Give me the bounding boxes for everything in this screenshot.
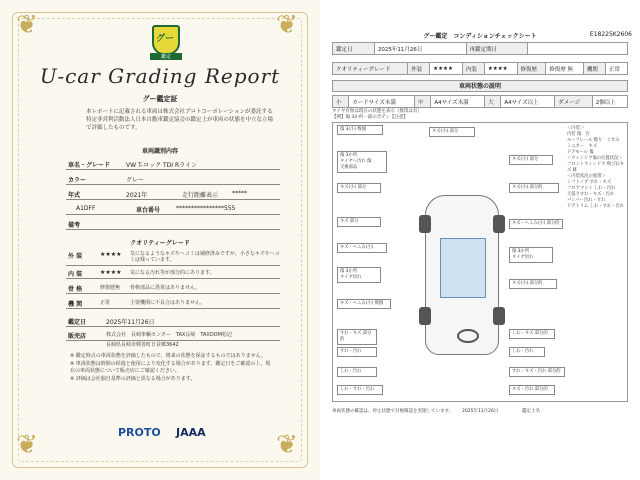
- model-value: VW T-ロック TDI Rライン: [126, 162, 197, 169]
- frame-value: 修復歴無: [100, 285, 121, 291]
- color-row: [66, 172, 280, 185]
- damage-box: キズ(小) 部分的: [509, 279, 557, 289]
- report-subtitle: グー鑑定証: [142, 95, 178, 103]
- bottom-note: [332, 408, 628, 414]
- repair-value: 修復歴 無: [546, 63, 584, 75]
- grade-table: [332, 62, 628, 75]
- badge-sub: 鑑定: [150, 53, 182, 60]
- damage-box: キズ・へこみ(小) 数個: [337, 299, 391, 309]
- corner-ornament-icon: ❦: [276, 430, 298, 460]
- frame-note: 骨格部品に異常はありません。: [130, 285, 201, 291]
- size-legend-table: [332, 95, 628, 108]
- mechanism-row: [66, 296, 280, 309]
- corner-ornament-icon: ❦: [16, 430, 38, 460]
- damage-box: キズ(小) 部分: [429, 127, 475, 137]
- model-code: A1DFF: [76, 205, 96, 212]
- count-label: ダメージ: [555, 96, 593, 108]
- glass-area: [440, 238, 486, 298]
- size-medium-desc: A4サイズ未満: [431, 96, 485, 108]
- ext-label: 外装: [408, 63, 430, 75]
- exterior-row: [66, 248, 280, 266]
- damage-box: キズ(小) 部分: [337, 183, 381, 193]
- count-value: 2個以上: [592, 96, 627, 108]
- expiry-label: 再鑑定期日: [466, 43, 527, 55]
- remarks-label: 備考: [68, 222, 81, 229]
- int-stars: ★★★★: [484, 63, 517, 75]
- bottom-label: 鑑定士名: [522, 409, 540, 414]
- frame-row: [66, 281, 280, 294]
- year-row: [66, 187, 280, 200]
- wheel-icon: [493, 215, 505, 233]
- damage-box: しわ・汚れ: [509, 347, 545, 357]
- date-label: 鑑定日: [68, 319, 87, 326]
- remarks-row: [66, 217, 280, 230]
- interior-stars: ★★★★: [100, 269, 122, 276]
- vehicle-section-title: 車両識別内容: [141, 148, 178, 155]
- repair-label: 修復歴: [517, 63, 546, 75]
- goo-badge-logo: [152, 25, 180, 61]
- model-row: [66, 157, 280, 170]
- corner-ornament-icon: ❦: [276, 10, 298, 40]
- grade-label: クオリティーグレード: [333, 63, 408, 75]
- desc-title: 車両状態の説明: [332, 80, 628, 92]
- damage-box: すれ・キズ 部分的: [337, 329, 377, 345]
- bottom-note-text: 車両状態の確認は、停止状態で目視確認を実施しています。: [332, 409, 454, 414]
- damage-box: しわ・すれ・汚れ: [337, 385, 383, 395]
- interior-note: 気になる汚れ等が部分的にあります。: [130, 270, 215, 276]
- mileage-value: *****: [232, 190, 247, 197]
- damage-box: 傷 3(小) 数個: [337, 125, 383, 135]
- color-label: カラー: [68, 177, 87, 184]
- damage-box: キズ 部分: [337, 217, 381, 227]
- date-value: 2025年11月26日: [374, 43, 466, 55]
- exterior-stars: ★★★★: [100, 251, 122, 258]
- damage-box: 傷 3か所 タイヤへ汚れ 傷 交換部品: [337, 151, 387, 173]
- damage-box: キズ(小) 部分: [509, 155, 553, 165]
- size-large-desc: A4サイズ以上: [501, 96, 555, 108]
- damage-box: しわ・キズ 部分的: [509, 329, 555, 339]
- mileage-label: 走行距離表示: [182, 192, 219, 199]
- damage-box: キズ・汚れ 部分的: [509, 385, 555, 395]
- interior-label: 内 装: [68, 271, 83, 278]
- address-row: [66, 338, 280, 351]
- address-value: 長崎県長崎市興善町日並郷3642: [106, 342, 179, 348]
- chassis-value: ****************555: [176, 205, 236, 212]
- corner-ornament-icon: ❦: [16, 10, 38, 40]
- intro-text: 本レポートに記載される車両は株式会社プロトコーポレーションが委託する特定非営利活動法人日本自動車鑑定協会の鑑定士が車両の状態を中立な立場で評価したものです。: [86, 109, 274, 131]
- legend-note: タイヤ有無は現在の状態を表示（無印は有） 【例】傷 3か所一部のボディ【注意】: [332, 109, 422, 120]
- date-value: 2025年11月26日: [106, 319, 155, 326]
- model-label: 車名・グレード: [68, 162, 111, 169]
- damage-box: しわ・汚れ: [337, 367, 377, 377]
- wheel-icon: [419, 307, 431, 325]
- date-row: [66, 314, 280, 327]
- date-table: [332, 42, 628, 55]
- engine-value: 正常: [605, 63, 627, 75]
- jaaa-logo: JAAA: [176, 426, 206, 439]
- wheel-icon: [493, 307, 505, 325]
- badge-text: グー: [156, 34, 175, 44]
- damage-box: キズ(小) 部分的: [509, 183, 559, 193]
- mech-note: 主要機関に不具合はありません。: [130, 300, 206, 306]
- sheet-title: グー鑑定 コンディションチェックシート: [423, 33, 537, 40]
- chassis-row: [66, 202, 280, 215]
- expiry-value: [528, 43, 628, 55]
- steering-wheel-icon: [457, 329, 479, 343]
- damage-box: キズ・へこみ(小): [337, 243, 387, 253]
- size-medium: 中: [415, 96, 431, 108]
- damage-box: キズ・へこみ(小) 部分的: [509, 219, 563, 229]
- exterior-label: 外 装: [68, 253, 83, 260]
- condition-check-sheet: [320, 0, 640, 480]
- int-label: 内装: [462, 63, 484, 75]
- damage-box: すれ・汚れ: [337, 347, 377, 357]
- engine-label: 機関: [583, 63, 605, 75]
- damage-box: 傷 3か所 タイヤ切れ: [509, 247, 553, 263]
- interior-row: [66, 266, 280, 279]
- damage-box: すれ・キズ・汚れ 部分的: [509, 367, 565, 377]
- report-title: U-car Grading Report: [39, 64, 281, 88]
- footnotes: ※ 鑑定時点の車両状態を評価したもので、将来の状態を保証するものではありません。 ※ 車両状態は時間の経過と使用により変化する場合があります。鑑定日をご確認の上、現在の車両状態について販売店にご確認ください。 ※ 評価は会社独自基準の評価と異なる場合があります。: [70, 353, 271, 382]
- year-label: 年式: [68, 192, 81, 199]
- mech-value: 正常: [100, 300, 111, 306]
- size-small-desc: カードサイズ未満: [349, 96, 415, 108]
- quality-section-title: クオリティーグレード: [130, 240, 190, 247]
- size-small: 小: [333, 96, 349, 108]
- mech-label: 機 関: [68, 301, 83, 308]
- wheel-icon: [419, 215, 431, 233]
- size-large: 大: [485, 96, 501, 108]
- year-value: 2021年: [126, 192, 148, 199]
- color-value: グレー: [126, 177, 145, 184]
- date-label: 鑑定日: [333, 43, 375, 55]
- dealer-value: 株式会社 長崎車輌センター TAX長崎 TAXDOM松辺: [106, 332, 232, 338]
- proto-logo: PROTO: [118, 426, 161, 439]
- bottom-date: 2025年11月26日: [462, 409, 499, 414]
- ext-stars: ★★★★: [430, 63, 463, 75]
- dealer-label: 販売店: [68, 333, 87, 340]
- vehicle-diagram: [332, 122, 628, 402]
- chassis-label: 車台番号: [136, 207, 161, 214]
- damage-box: 傷 3か所 タイヤ切れ: [337, 267, 381, 283]
- side-notes: ＜内装＞ 内装 傷 汚 ルーフレール 擦り くすみ ミニカー キズ ドアモール 傷 ＜ウィンドウ傷の位置状況＞ フロントウィンドウ 飛び石キズ 跡 ＜内装状況の異常＞ シフトノブ すれ・キズ フロアマット しわ・汚れ 天張りすれ・キズ・汚れ バンパー汚れ・すれ ドアトリム しわ・すれ・汚れ: [565, 125, 627, 211]
- exterior-note: 気になるようなキズやヘコミは補修済みですが、小さなキズやヘコミは残っています。: [130, 251, 280, 263]
- doc-id: E18225K2606: [589, 31, 632, 38]
- frame-label: 骨 格: [68, 286, 83, 293]
